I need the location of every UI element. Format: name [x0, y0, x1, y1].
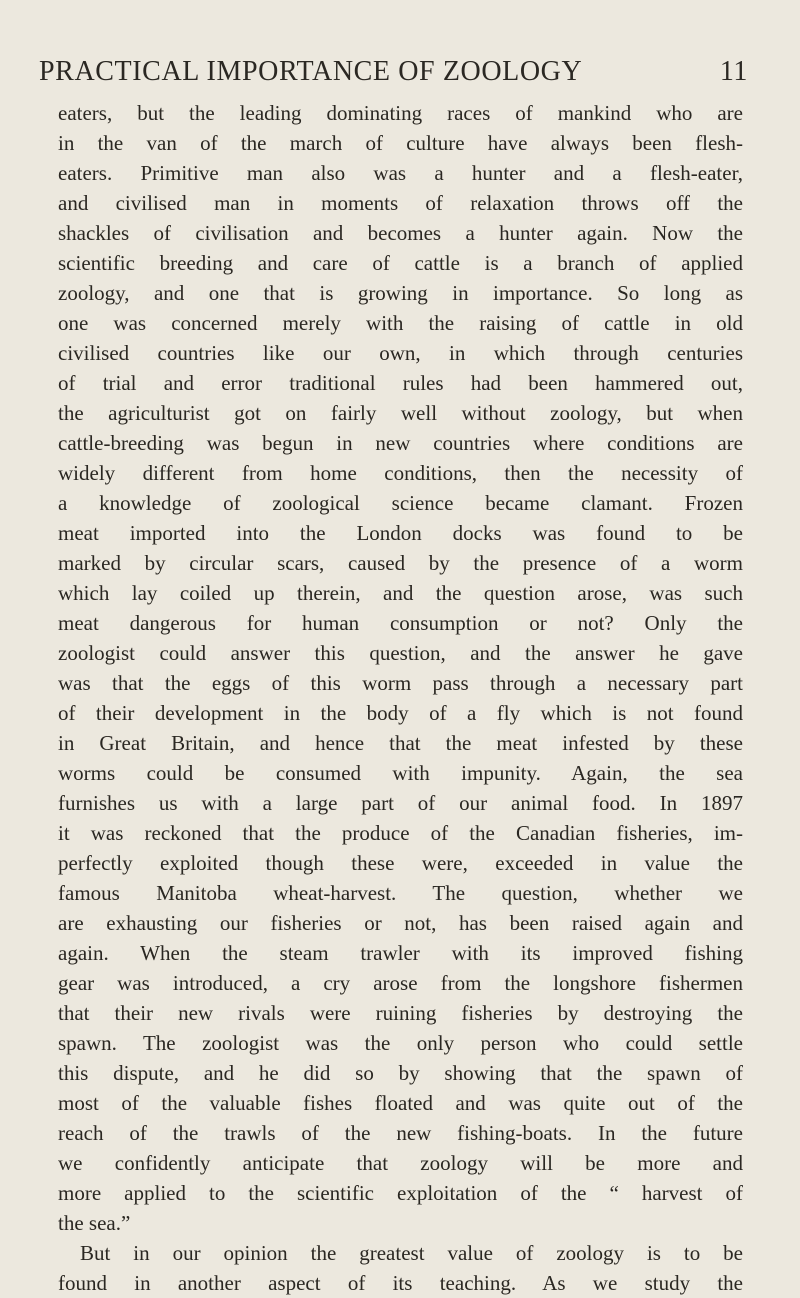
page-number: 11 [719, 56, 748, 87]
text-line: of trial and error traditional rules had been hammered out, [58, 371, 743, 395]
text-line: and civilised man in moments of relaxation throws off the [58, 191, 743, 215]
text-line: meat imported into the London docks was found to be [58, 521, 743, 545]
text-line: more applied to the scientific exploitation of the “ harvest of [58, 1181, 743, 1205]
text-line: cattle-breeding was begun in new countries where conditions are [58, 431, 743, 455]
text-line: spawn. The zoologist was the only person who could settle [58, 1031, 743, 1055]
text-line: worms could be consumed with impunity. Again, the sea [58, 761, 743, 785]
text-line: furnishes us with a large part of our animal food. In 1897 [58, 791, 743, 815]
text-line: in Great Britain, and hence that the meat infested by these [58, 731, 743, 755]
text-line: a knowledge of zoological science became clamant. Frozen [58, 491, 743, 515]
text-line: this dispute, and he did so by showing that the spawn of [58, 1061, 743, 1085]
text-line: was that the eggs of this worm pass through a necessary part [58, 671, 743, 695]
text-line-paragraph-start: But in our opinion the greatest value of zoology is to be [80, 1241, 743, 1265]
text-line: that their new rivals were ruining fisheries by destroying the [58, 1001, 743, 1025]
text-line: eaters, but the leading dominating races of mankind who are [58, 101, 743, 125]
text-line: marked by circular scars, caused by the presence of a worm [58, 551, 743, 575]
text-line: meat dangerous for human consumption or not? Only the [58, 611, 743, 635]
text-line: most of the valuable fishes floated and was quite out of the [58, 1091, 743, 1115]
text-line: again. When the steam trawler with its improved fishing [58, 941, 743, 965]
text-line: widely different from home conditions, then the necessity of [58, 461, 743, 485]
text-line: reach of the trawls of the new fishing-boats. In the future [58, 1121, 743, 1145]
text-line: zoologist could answer this question, and the answer he gave [58, 641, 743, 665]
running-head [39, 52, 748, 92]
text-line: we confidently anticipate that zoology will be more and [58, 1151, 743, 1175]
text-line: zoology, and one that is growing in importance. So long as [58, 281, 743, 305]
text-line: the agriculturist got on fairly well without zoology, but when [58, 401, 743, 425]
text-line: in the van of the march of culture have always been flesh- [58, 131, 743, 155]
body-text [58, 98, 743, 1298]
text-line: shackles of civilisation and becomes a hunter again. Now the [58, 221, 743, 245]
text-line-paragraph-end: the sea.” [58, 1211, 131, 1235]
chapter-title: PRACTICAL IMPORTANCE OF ZOOLOGY [39, 56, 583, 87]
text-line: gear was introduced, a cry arose from the longshore fishermen [58, 971, 743, 995]
text-line: one was concerned merely with the raising of cattle in old [58, 311, 743, 335]
text-line: found in another aspect of its teaching. As we study the [58, 1271, 743, 1295]
text-line: are exhausting our fisheries or not, has been raised again and [58, 911, 743, 935]
text-line: eaters. Primitive man also was a hunter and a flesh-eater, [58, 161, 743, 185]
text-line: famous Manitoba wheat-harvest. The question, whether we [58, 881, 743, 905]
text-line: which lay coiled up therein, and the question arose, was such [58, 581, 743, 605]
text-line: perfectly exploited though these were, exceeded in value the [58, 851, 743, 875]
text-line: it was reckoned that the produce of the Canadian fisheries, im- [58, 821, 743, 845]
text-line: civilised countries like our own, in which through centuries [58, 341, 743, 365]
text-line: scientific breeding and care of cattle is a branch of applied [58, 251, 743, 275]
text-line: of their development in the body of a fly which is not found [58, 701, 743, 725]
